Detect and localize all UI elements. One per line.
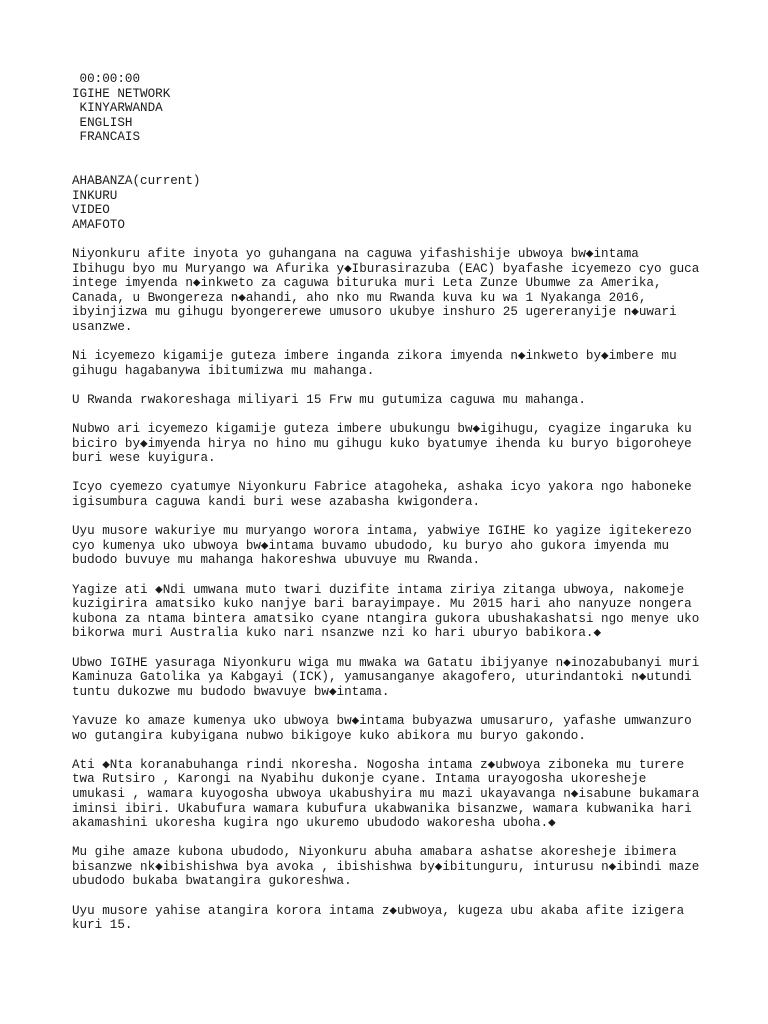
timer: 00:00:00 (72, 72, 141, 86)
article-paragraph: U Rwanda rwakoreshaga miliyari 15 Frw mu gutumiza caguwa mu mahanga. (72, 392, 586, 407)
article-paragraph: Ubwo IGIHE yasuraga Niyonkuru wiga mu mwaka wa Gatatu ibijyanye n◆inozabubanyi muri Kaminuza Gatolika ya Kabgayi (ICK), yamusanganye akagofero, uturindantoki n◆utundi tuntu dukozwe mu budodo bwavuye bw◆intama. (72, 655, 700, 699)
menu-item-video[interactable]: VIDEO (72, 203, 110, 218)
article-paragraph: Icyo cyemezo cyatumye Niyonkuru Fabrice atagoheka, ashaka icyo yakora ngo haboneke igisumbura caguwa kandi buri wese azabasha kwigondera. (72, 480, 692, 510)
header-block (72, 72, 712, 145)
article-paragraph: Uyu musore yahise atangira korora intama z◆ubwoya, kugeza ubu akaba afite izigera kuri 15. (72, 903, 685, 933)
article-paragraph: Yagize ati ◆Ndi umwana muto twari duzifite intama ziriya zitanga ubwoya, nakomeje kuzigirira amatsiko kuko nanjye bari barayimpaye. Mu 2015 hari aho nanyuze nongera kubona za ntama bintera amatsiko cyane ntangira gukora ubushakashatsi ngo menye uko bikorwa muri Australia kuko nari nsanzwe nzi ko hari uburyo babikora.◆ (72, 582, 700, 641)
article-paragraph: Ati ◆Nta koranabuhanga rindi nkoresha. Nogosha intama z◆ubwoya ziboneka mu turere twa Rutsiro , Karongi na Nyabihu dukonje cyane. Intama urayogosha ukoresheje umukasi , wamara kuyogosha ubwoya ukabushyira mu mazi ukayavanga n◆isabune bukamara iminsi ibiri. Ukabufura wamara kubufura ukabwanika bisanzwe, wamara kubwanika hari akamashini ukoresha kugira ngo ukuremo ubudodo wakoresha uboha.◆ (72, 757, 700, 831)
menu-item-amafoto[interactable]: AMAFOTO (72, 217, 125, 232)
article-paragraph: Yavuze ko amaze kumenya uko ubwoya bw◆intama bubyazwa umusaruro, yafashe umwanzuro wo gutangira kubyigana nubwo bikigoye kuko abikora mu buryo gakondo. (72, 713, 692, 743)
language-english[interactable]: ENGLISH (72, 115, 133, 130)
article-paragraph: Ni icyemezo kigamije guteza imbere inganda zikora imyenda n◆inkweto by◆imbere mu gihugu hagabanywa ibitumizwa mu mahanga. (72, 349, 677, 378)
document-page (72, 72, 712, 933)
article-paragraph: Uyu musore wakuriye mu muryango worora intama, yabwiye IGIHE ko yagize igitekerezo cyo kumenya uko ubwoya bw◆intama buvamo ubudodo, ku buryo aho gukora imyenda mu budodo buvuye mu mahanga hakoreshwa ubuvuye mu Rwanda. (72, 524, 692, 568)
menu-item-inkuru[interactable]: INKURU (72, 188, 118, 203)
article-paragraph: Mu gihe amaze kubona ubudodo, Niyonkuru abuha amabara ashatse akoresheje ibimera bisanzwe nk◆ibishishwa bya avoka , ibishishwa by◆ibitunguru, inturusu n◆ibindi maze ubudodo bukaba bwatangira gukoreshwa. (72, 845, 700, 889)
language-francais[interactable]: FRANCAIS (72, 130, 141, 145)
main-menu (72, 174, 712, 232)
article-paragraph: Niyonkuru afite inyota yo guhangana na caguwa yifashishije ubwoya bw◆intama Ibihugu byo mu Muryango wa Afurika y◆Iburasirazuba (EAC) byafashe icyemezo cyo guca intege imyenda n◆inkweto za caguwa bituruka muri Leta Zunze Ubumwe za Amerika, Canada, u Bwongereza n◆ahandi, aho nko mu Rwanda kuva ku wa 1 Nyakanga 2016, ibyinjizwa mu gihugu byongererewe umusoro ukubye inshuro 25 ugereranyije n◆uwari usanzwe. (72, 246, 700, 334)
menu-item-ahabanza[interactable]: AHABANZA(current) (72, 173, 201, 188)
article-paragraph: Nubwo ari icyemezo kigamije guteza imbere ubukungu bw◆igihugu, cyagize ingaruka ku biciro by◆imyenda hirya no hino mu gihugu kuko byatumye ihenda ku buryo bigoroheye buri wese kuyigura. (72, 422, 692, 466)
language-kinyarwanda[interactable]: KINYARWANDA (72, 101, 163, 116)
article-body (72, 247, 712, 933)
site-name[interactable]: IGIHE NETWORK (72, 86, 171, 101)
